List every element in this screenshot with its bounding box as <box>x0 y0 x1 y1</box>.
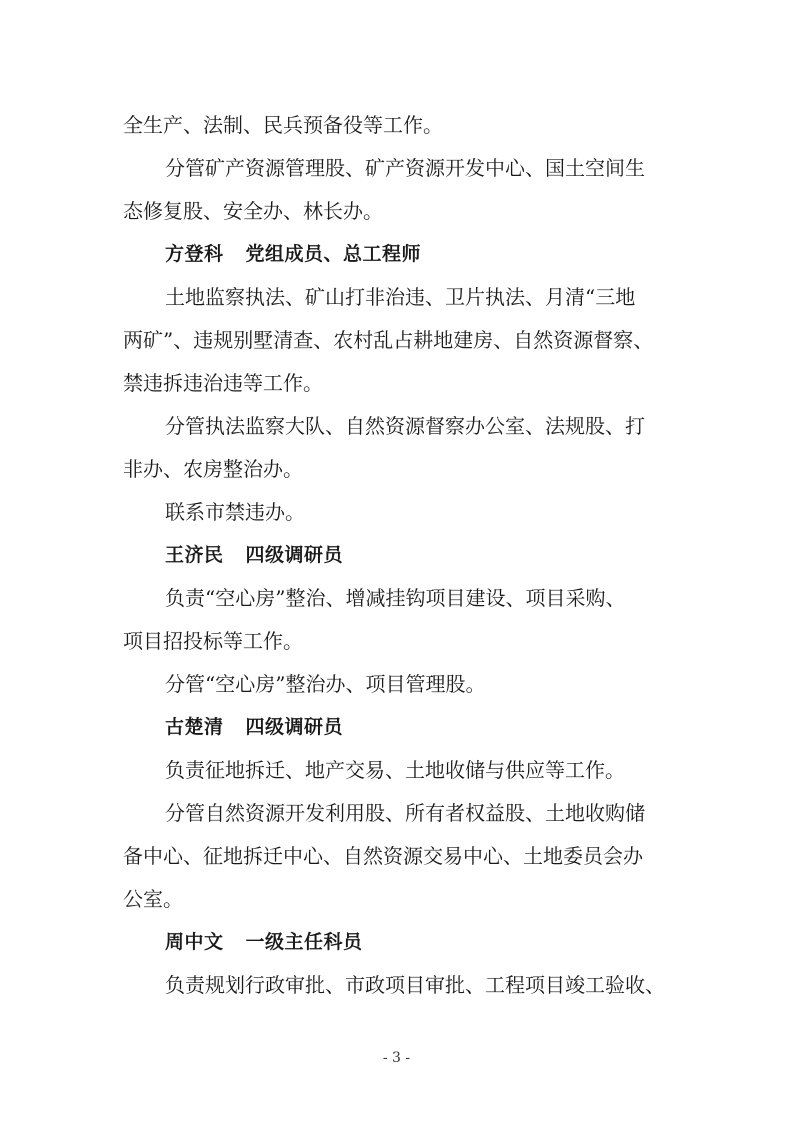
official-heading <box>123 706 683 749</box>
official-name: 周中文 <box>165 931 224 953</box>
official-name: 王济民 <box>165 544 224 566</box>
official-heading <box>123 233 683 276</box>
document-body <box>123 104 683 1007</box>
body-line: 联系市禁违办。 <box>165 500 305 524</box>
page-number: - 3 - <box>382 1050 411 1066</box>
body-line: 土地监察执法、矿山打非治违、卫片执法、月清“三地 <box>165 285 636 309</box>
body-line: 公室。 <box>123 887 183 911</box>
body-line: 负责征地拆迁、地产交易、土地收储与供应等工作。 <box>165 758 625 782</box>
body-line: 两矿”、违规别墅清查、农村乱占耕地建房、自然资源督察、 <box>123 328 654 352</box>
body-line: 负责规划行政审批、市政项目审批、工程项目竣工验收、 <box>165 973 665 997</box>
body-line: 备中心、征地拆迁中心、自然资源交易中心、土地委员会办 <box>123 844 643 868</box>
body-line: 分管矿产资源管理股、矿产资源开发中心、国土空间生 <box>165 156 645 180</box>
official-title: 四级调研员 <box>245 544 344 566</box>
official-title: 一级主任科员 <box>245 931 363 953</box>
official-title: 四级调研员 <box>245 716 344 738</box>
body-line: 分管自然资源开发利用股、所有者权益股、土地收购储 <box>165 801 645 825</box>
body-line: 分管“空心房”整治办、项目管理股。 <box>165 672 486 696</box>
official-name: 古楚清 <box>165 716 224 738</box>
body-line: 项目招投标等工作。 <box>123 629 303 653</box>
official-heading <box>123 921 683 964</box>
official-name: 方登科 <box>165 243 224 265</box>
body-line: 全生产、法制、民兵预备役等工作。 <box>123 113 443 137</box>
body-line: 分管执法监察大队、自然资源督察办公室、法规股、打 <box>165 414 645 438</box>
body-line: 负责“空心房”整治、增减挂钩项目建设、项目采购、 <box>165 586 626 610</box>
body-line: 态修复股、安全办、林长办。 <box>123 199 383 223</box>
official-title: 党组成员、总工程师 <box>245 243 422 265</box>
body-line: 非办、农房整治办。 <box>123 457 303 481</box>
official-heading <box>123 534 683 577</box>
body-line: 禁违拆违治违等工作。 <box>123 371 323 395</box>
